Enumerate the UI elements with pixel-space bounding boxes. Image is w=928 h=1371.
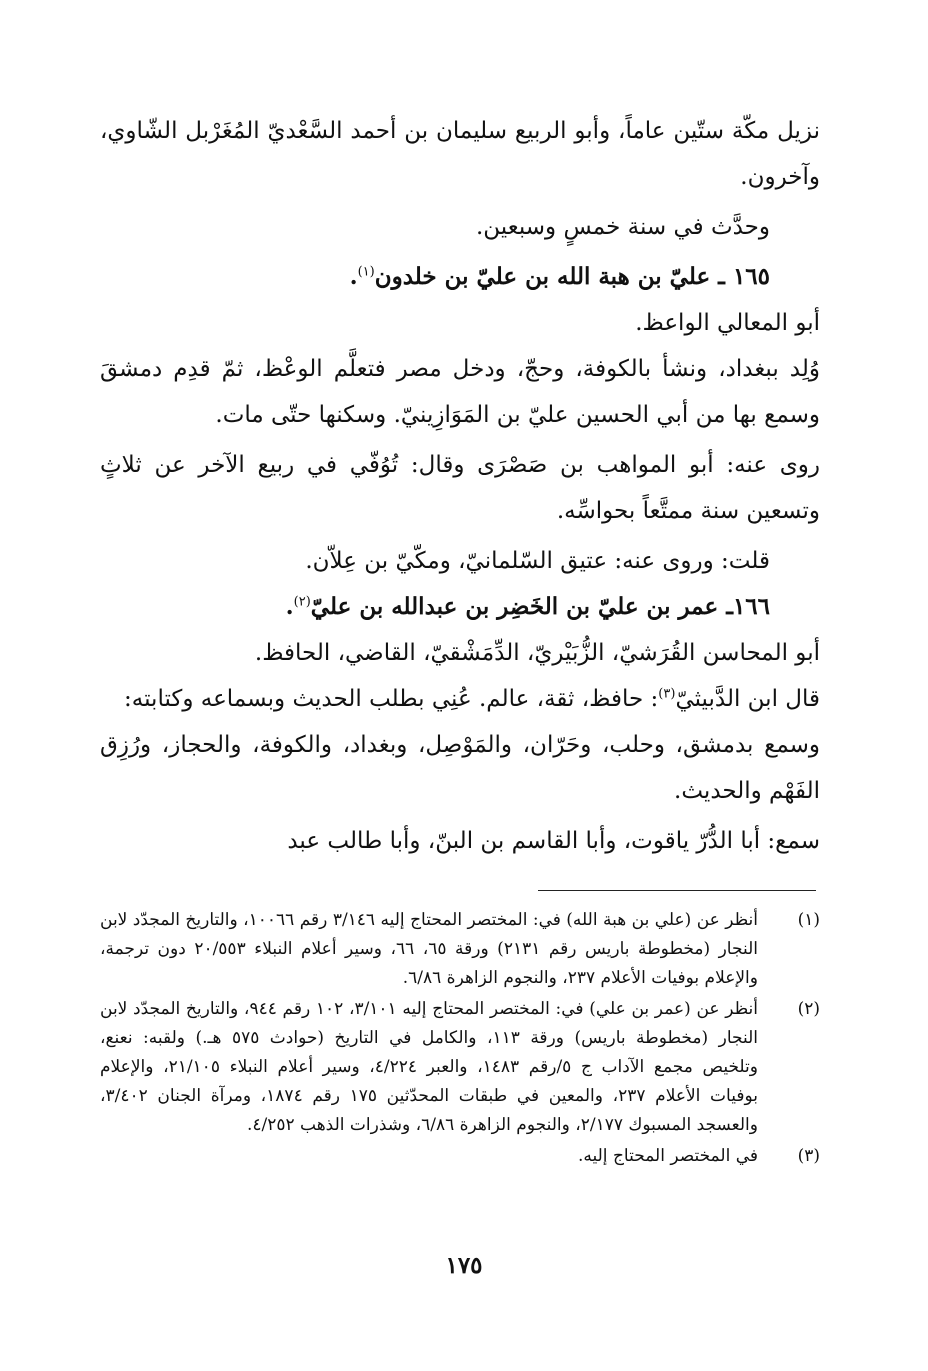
footnotes [100, 906, 820, 1173]
footnote-1 [100, 906, 820, 993]
entry-165-end: . [349, 263, 358, 290]
dubaythi-quote-start: قال ابن الدَّبيثيّ [675, 686, 820, 712]
footnote-3-number: (٣) [797, 1146, 820, 1166]
footnote-ref-2[interactable]: (٢) [293, 594, 311, 610]
entry-166-dubaythi [100, 676, 820, 722]
entry-166-heading [100, 584, 820, 630]
dubaythi-quote-rest: : حافظ، ثقة، عالم. عُنِي بطلب الحديث وبسماعه وكتابته: [124, 686, 659, 712]
entry-165-title: ١٦٥ ـ عليّ بن هبة الله بن عليّ بن خلدون [374, 263, 770, 290]
footnote-ref-1[interactable]: (١) [357, 264, 375, 280]
footnote-1-number: (١) [797, 910, 820, 930]
paragraph-2: وحدَّث في سنة خمسٍ وسبعين. [475, 214, 770, 240]
footnote-2-number: (٢) [797, 999, 820, 1019]
paragraph-1: نزيل مكّة ستّين عاماً، وأبو الربيع سليمان بن أحمد السَّعْديّ المُغَرْبل الشّاوي، وآخرون. [100, 118, 820, 190]
entry-165-heading [100, 254, 820, 300]
footnote-1-text: أنظر عن (علي بن هبة الله) في: المختصر المحتاج إليه ٣/١٤٦ رقم ١٠٠٦٦، والتاريخ المجدّد لابن النجار (مخطوطة باريس رقم ٢١٣١) ورقة ٦٥، ٦٦، وسير أعلام النبلاء ٢٠/٥٥٣ دون ترجمة، والإعلام بوفيات الأعلام ٢٣٧، والنجوم الزاهرة ٦/٨٦. [100, 910, 758, 988]
page-number: ١٧٥ [445, 1252, 483, 1279]
entry-165-narration: روى عنه: أبو المواهب بن صَصْرَى وقال: تُوُفّي في ربيع الآخر عن ثلاثٍ وتسعين سنة ممتَّعاً بحواسِّه. [100, 452, 820, 524]
entry-165-kunya: أبو المعالي الواعظ. [635, 310, 820, 336]
main-text [100, 108, 820, 864]
entry-166-title: ١٦٦ـ عمر بن عليّ بن الخَضِر بن عبدالله بن عليّ [310, 593, 770, 620]
entry-166-kunya: أبو المحاسن القُرَشيّ، الزُّبَيْريّ، الدِّمَشْقيّ، القاضي، الحافظ. [254, 640, 820, 666]
footnote-ref-3[interactable]: (٣) [658, 686, 676, 702]
footnote-3-text: في المختصر المحتاج إليه. [577, 1146, 758, 1166]
entry-166-travels: وسمع بدمشق، وحلب، وحَرّان، والمَوْصِل، وبغداد، والكوفة، والحجاز، ورُزِق الفَهْم والحديث. [100, 732, 820, 804]
footnote-separator [538, 890, 816, 891]
entry-166-teachers: سمع: أبا الدُّرّ ياقوت، وأبا القاسم بن البنّ، وأبا طالب عبد [287, 828, 820, 854]
footnote-2-text: أنظر عن (عمر بن علي) في: المختصر المحتاج إليه ٣/١٠١، ١٠٢ رقم ٩٤٤، والتاريخ المجدّد لابن النجار (مخطوطة باريس) ورقة ١١٣، والكامل في التاريخ (حوادث ٥٧٥ هـ.) ولقبه: نعنع، وتلخيص مجمع الآداب ج ٥/رقم ١٤٨٣، والعبر ٤/٢٢٤، وسير أعلام النبلاء ٢١/١٠٥، والإعلام بوفيات الأعلام ٢٣٧، والمعين في طبقات المحدّثين ١٧٥ رقم ١٨٧٤، ومرآة الجنان ٣/٤٠٢، والعسجد المسبوك ٢/١٧٧، والنجوم الزاهرة ٦/٨٦، وشذرات الذهب ٤/٢٥٢. [100, 999, 759, 1135]
entry-166-end: . [285, 593, 294, 620]
entry-165-author-note: قلت: وروى عنه: عتيق السّلمانيّ، ومكّيّ بن عِلاّن. [305, 548, 770, 574]
entry-165-biography: وُلِد ببغداد، ونشأ بالكوفة، وحجّ، ودخل مصر فتعلَّم الوعْظ، ثمّ قدِم دمشقَ وسمع بها من أبي الحسين عليّ بن المَوَازِينيّ. وسكنها حتّى مات. [100, 356, 820, 428]
footnote-3 [100, 1142, 820, 1171]
footnote-2 [100, 995, 820, 1140]
